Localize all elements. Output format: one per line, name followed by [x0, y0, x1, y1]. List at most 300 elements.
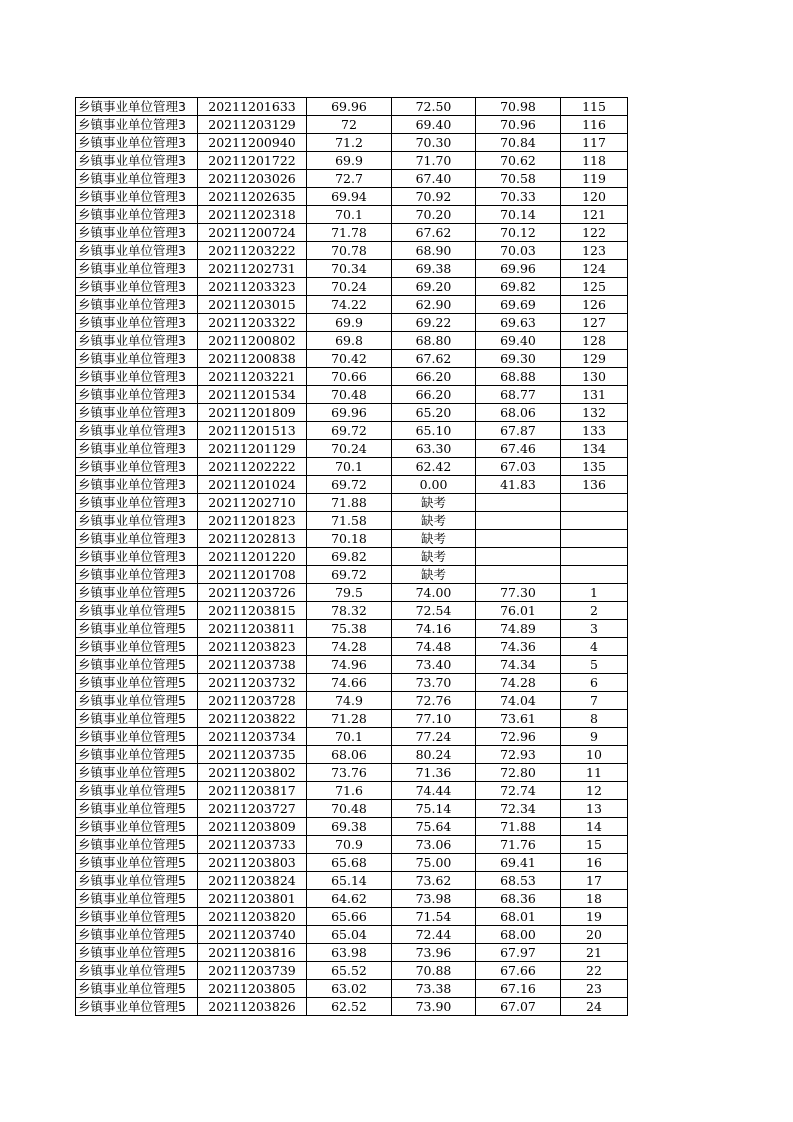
exam-id-cell: 20211203823	[198, 638, 307, 656]
position-cell: 乡镇事业单位管理5	[76, 584, 198, 602]
rank-cell	[561, 548, 628, 566]
position-cell: 乡镇事业单位管理3	[76, 566, 198, 584]
position-cell: 乡镇事业单位管理5	[76, 908, 198, 926]
exam-id-cell: 20211203015	[198, 296, 307, 314]
interview-score-cell: 70.88	[392, 962, 476, 980]
written-score-cell: 71.78	[307, 224, 392, 242]
table-row	[76, 854, 628, 872]
total-score-cell: 67.97	[476, 944, 561, 962]
table-row	[76, 404, 628, 422]
interview-score-cell: 80.24	[392, 746, 476, 764]
exam-id-cell: 20211203727	[198, 800, 307, 818]
position-cell: 乡镇事业单位管理3	[76, 476, 198, 494]
exam-id-cell: 20211202318	[198, 206, 307, 224]
table-row	[76, 494, 628, 512]
rank-cell: 115	[561, 98, 628, 116]
written-score-cell: 70.66	[307, 368, 392, 386]
interview-score-cell: 缺考	[392, 494, 476, 512]
exam-id-cell: 20211202731	[198, 260, 307, 278]
rank-cell: 135	[561, 458, 628, 476]
position-cell: 乡镇事业单位管理3	[76, 224, 198, 242]
position-cell: 乡镇事业单位管理5	[76, 872, 198, 890]
exam-id-cell: 20211203732	[198, 674, 307, 692]
total-score-cell: 68.06	[476, 404, 561, 422]
total-score-cell: 71.88	[476, 818, 561, 836]
table-row	[76, 692, 628, 710]
table-row	[76, 98, 628, 116]
rank-cell: 23	[561, 980, 628, 998]
table-row	[76, 206, 628, 224]
interview-score-cell: 73.98	[392, 890, 476, 908]
position-cell: 乡镇事业单位管理5	[76, 818, 198, 836]
rank-cell: 14	[561, 818, 628, 836]
rank-cell: 8	[561, 710, 628, 728]
written-score-cell: 74.96	[307, 656, 392, 674]
table-row	[76, 962, 628, 980]
position-cell: 乡镇事业单位管理5	[76, 764, 198, 782]
written-score-cell: 74.66	[307, 674, 392, 692]
position-cell: 乡镇事业单位管理5	[76, 980, 198, 998]
exam-id-cell: 20211203740	[198, 926, 307, 944]
interview-score-cell: 67.62	[392, 224, 476, 242]
total-score-cell: 72.34	[476, 800, 561, 818]
total-score-cell: 69.69	[476, 296, 561, 314]
exam-id-cell: 20211203822	[198, 710, 307, 728]
interview-score-cell: 73.38	[392, 980, 476, 998]
written-score-cell: 69.82	[307, 548, 392, 566]
position-cell: 乡镇事业单位管理3	[76, 332, 198, 350]
written-score-cell: 74.28	[307, 638, 392, 656]
interview-score-cell: 72.50	[392, 98, 476, 116]
total-score-cell	[476, 566, 561, 584]
rank-cell: 15	[561, 836, 628, 854]
rank-cell: 127	[561, 314, 628, 332]
written-score-cell: 70.1	[307, 206, 392, 224]
table-row	[76, 908, 628, 926]
interview-score-cell: 缺考	[392, 548, 476, 566]
written-score-cell: 79.5	[307, 584, 392, 602]
table-row	[76, 188, 628, 206]
written-score-cell: 64.62	[307, 890, 392, 908]
position-cell: 乡镇事业单位管理3	[76, 278, 198, 296]
written-score-cell: 71.6	[307, 782, 392, 800]
total-score-cell: 67.87	[476, 422, 561, 440]
total-score-cell	[476, 512, 561, 530]
written-score-cell: 69.72	[307, 566, 392, 584]
exam-id-cell: 20211203323	[198, 278, 307, 296]
exam-id-cell: 20211202813	[198, 530, 307, 548]
written-score-cell: 69.8	[307, 332, 392, 350]
interview-score-cell: 68.90	[392, 242, 476, 260]
rank-cell: 116	[561, 116, 628, 134]
exam-id-cell: 20211201809	[198, 404, 307, 422]
position-cell: 乡镇事业单位管理3	[76, 134, 198, 152]
table-row	[76, 782, 628, 800]
table-row	[76, 926, 628, 944]
interview-score-cell: 63.30	[392, 440, 476, 458]
exam-id-cell: 20211201823	[198, 512, 307, 530]
table-row	[76, 332, 628, 350]
table-row	[76, 242, 628, 260]
total-score-cell: 70.58	[476, 170, 561, 188]
rank-cell: 13	[561, 800, 628, 818]
interview-score-cell: 73.62	[392, 872, 476, 890]
position-cell: 乡镇事业单位管理3	[76, 530, 198, 548]
total-score-cell: 67.03	[476, 458, 561, 476]
table-row	[76, 224, 628, 242]
total-score-cell: 41.83	[476, 476, 561, 494]
interview-score-cell: 66.20	[392, 386, 476, 404]
interview-score-cell: 77.10	[392, 710, 476, 728]
rank-cell	[561, 494, 628, 512]
exam-id-cell: 20211203221	[198, 368, 307, 386]
total-score-cell: 72.93	[476, 746, 561, 764]
written-score-cell: 69.9	[307, 314, 392, 332]
interview-score-cell: 71.54	[392, 908, 476, 926]
rank-cell: 6	[561, 674, 628, 692]
total-score-cell: 72.74	[476, 782, 561, 800]
total-score-cell: 68.88	[476, 368, 561, 386]
table-row	[76, 800, 628, 818]
total-score-cell	[476, 494, 561, 512]
position-cell: 乡镇事业单位管理3	[76, 350, 198, 368]
total-score-cell: 67.46	[476, 440, 561, 458]
written-score-cell: 70.24	[307, 278, 392, 296]
table-row	[76, 152, 628, 170]
exam-id-cell: 20211203735	[198, 746, 307, 764]
results-table	[75, 97, 628, 1016]
interview-score-cell: 72.54	[392, 602, 476, 620]
exam-id-cell: 20211203739	[198, 962, 307, 980]
written-score-cell: 75.38	[307, 620, 392, 638]
total-score-cell: 76.01	[476, 602, 561, 620]
total-score-cell: 67.07	[476, 998, 561, 1016]
exam-id-cell: 20211203809	[198, 818, 307, 836]
interview-score-cell: 73.90	[392, 998, 476, 1016]
table-row	[76, 836, 628, 854]
position-cell: 乡镇事业单位管理5	[76, 944, 198, 962]
position-cell: 乡镇事业单位管理5	[76, 620, 198, 638]
rank-cell: 24	[561, 998, 628, 1016]
written-score-cell: 70.48	[307, 800, 392, 818]
total-score-cell: 74.36	[476, 638, 561, 656]
total-score-cell: 70.03	[476, 242, 561, 260]
total-score-cell: 68.53	[476, 872, 561, 890]
rank-cell: 118	[561, 152, 628, 170]
exam-id-cell: 20211201722	[198, 152, 307, 170]
interview-score-cell: 67.40	[392, 170, 476, 188]
written-score-cell: 65.14	[307, 872, 392, 890]
position-cell: 乡镇事业单位管理5	[76, 710, 198, 728]
rank-cell: 130	[561, 368, 628, 386]
rank-cell: 121	[561, 206, 628, 224]
rank-cell: 134	[561, 440, 628, 458]
written-score-cell: 70.24	[307, 440, 392, 458]
table-row	[76, 746, 628, 764]
rank-cell: 132	[561, 404, 628, 422]
interview-score-cell: 72.76	[392, 692, 476, 710]
interview-score-cell: 73.96	[392, 944, 476, 962]
interview-score-cell: 71.70	[392, 152, 476, 170]
exam-id-cell: 20211203222	[198, 242, 307, 260]
table-row	[76, 620, 628, 638]
table-row	[76, 764, 628, 782]
table-row	[76, 116, 628, 134]
rank-cell: 124	[561, 260, 628, 278]
total-score-cell: 72.80	[476, 764, 561, 782]
total-score-cell: 70.84	[476, 134, 561, 152]
position-cell: 乡镇事业单位管理3	[76, 440, 198, 458]
written-score-cell: 70.78	[307, 242, 392, 260]
interview-score-cell: 69.22	[392, 314, 476, 332]
rank-cell: 3	[561, 620, 628, 638]
rank-cell: 11	[561, 764, 628, 782]
table-row	[76, 656, 628, 674]
position-cell: 乡镇事业单位管理3	[76, 494, 198, 512]
table-row	[76, 512, 628, 530]
written-score-cell: 62.52	[307, 998, 392, 1016]
position-cell: 乡镇事业单位管理5	[76, 890, 198, 908]
rank-cell: 7	[561, 692, 628, 710]
interview-score-cell: 77.24	[392, 728, 476, 746]
interview-score-cell: 69.40	[392, 116, 476, 134]
total-score-cell: 70.33	[476, 188, 561, 206]
written-score-cell: 71.88	[307, 494, 392, 512]
position-cell: 乡镇事业单位管理3	[76, 206, 198, 224]
table-row	[76, 674, 628, 692]
interview-score-cell: 73.70	[392, 674, 476, 692]
rank-cell: 123	[561, 242, 628, 260]
position-cell: 乡镇事业单位管理5	[76, 674, 198, 692]
written-score-cell: 71.58	[307, 512, 392, 530]
written-score-cell: 71.28	[307, 710, 392, 728]
exam-id-cell: 20211202635	[198, 188, 307, 206]
rank-cell: 136	[561, 476, 628, 494]
interview-score-cell: 75.00	[392, 854, 476, 872]
rank-cell: 131	[561, 386, 628, 404]
exam-id-cell: 20211203026	[198, 170, 307, 188]
rank-cell: 126	[561, 296, 628, 314]
position-cell: 乡镇事业单位管理3	[76, 548, 198, 566]
position-cell: 乡镇事业单位管理5	[76, 656, 198, 674]
written-score-cell: 70.34	[307, 260, 392, 278]
table-row	[76, 422, 628, 440]
total-score-cell: 70.14	[476, 206, 561, 224]
total-score-cell: 68.77	[476, 386, 561, 404]
written-score-cell: 65.52	[307, 962, 392, 980]
rank-cell: 128	[561, 332, 628, 350]
total-score-cell: 67.16	[476, 980, 561, 998]
exam-id-cell: 20211200838	[198, 350, 307, 368]
interview-score-cell: 62.42	[392, 458, 476, 476]
interview-score-cell: 69.20	[392, 278, 476, 296]
rank-cell: 16	[561, 854, 628, 872]
exam-id-cell: 20211201220	[198, 548, 307, 566]
written-score-cell: 70.1	[307, 458, 392, 476]
table-row	[76, 260, 628, 278]
position-cell: 乡镇事业单位管理5	[76, 602, 198, 620]
total-score-cell: 73.61	[476, 710, 561, 728]
total-score-cell: 74.04	[476, 692, 561, 710]
exam-id-cell: 20211203734	[198, 728, 307, 746]
table-row	[76, 566, 628, 584]
exam-id-cell: 20211201024	[198, 476, 307, 494]
exam-id-cell: 20211200940	[198, 134, 307, 152]
table-row	[76, 440, 628, 458]
table-row	[76, 584, 628, 602]
table-row	[76, 476, 628, 494]
table-row	[76, 728, 628, 746]
written-score-cell: 68.06	[307, 746, 392, 764]
exam-id-cell: 20211203824	[198, 872, 307, 890]
table-row	[76, 314, 628, 332]
exam-id-cell: 20211203816	[198, 944, 307, 962]
position-cell: 乡镇事业单位管理5	[76, 962, 198, 980]
rank-cell: 133	[561, 422, 628, 440]
position-cell: 乡镇事业单位管理3	[76, 296, 198, 314]
rank-cell: 22	[561, 962, 628, 980]
exam-id-cell: 20211203802	[198, 764, 307, 782]
interview-score-cell: 65.20	[392, 404, 476, 422]
table-row	[76, 350, 628, 368]
table-row	[76, 548, 628, 566]
position-cell: 乡镇事业单位管理3	[76, 170, 198, 188]
table-row	[76, 170, 628, 188]
position-cell: 乡镇事业单位管理5	[76, 638, 198, 656]
exam-id-cell: 20211203817	[198, 782, 307, 800]
table-row	[76, 818, 628, 836]
position-cell: 乡镇事业单位管理3	[76, 152, 198, 170]
table-row	[76, 386, 628, 404]
exam-id-cell: 20211201633	[198, 98, 307, 116]
exam-id-cell: 20211203726	[198, 584, 307, 602]
exam-id-cell: 20211203820	[198, 908, 307, 926]
total-score-cell	[476, 548, 561, 566]
written-score-cell: 72	[307, 116, 392, 134]
position-cell: 乡镇事业单位管理3	[76, 422, 198, 440]
total-score-cell: 68.01	[476, 908, 561, 926]
position-cell: 乡镇事业单位管理3	[76, 314, 198, 332]
written-score-cell: 65.66	[307, 908, 392, 926]
exam-id-cell: 20211203129	[198, 116, 307, 134]
interview-score-cell: 0.00	[392, 476, 476, 494]
rank-cell	[561, 530, 628, 548]
rank-cell: 17	[561, 872, 628, 890]
written-score-cell: 78.32	[307, 602, 392, 620]
interview-score-cell: 62.90	[392, 296, 476, 314]
rank-cell: 10	[561, 746, 628, 764]
interview-score-cell: 73.06	[392, 836, 476, 854]
table-row	[76, 602, 628, 620]
position-cell: 乡镇事业单位管理5	[76, 692, 198, 710]
position-cell: 乡镇事业单位管理5	[76, 836, 198, 854]
position-cell: 乡镇事业单位管理3	[76, 512, 198, 530]
total-score-cell: 68.36	[476, 890, 561, 908]
total-score-cell: 74.89	[476, 620, 561, 638]
exam-id-cell: 20211203803	[198, 854, 307, 872]
position-cell: 乡镇事业单位管理3	[76, 260, 198, 278]
total-score-cell: 69.30	[476, 350, 561, 368]
interview-score-cell: 缺考	[392, 530, 476, 548]
position-cell: 乡镇事业单位管理5	[76, 728, 198, 746]
written-score-cell: 63.02	[307, 980, 392, 998]
written-score-cell: 70.1	[307, 728, 392, 746]
table-row	[76, 890, 628, 908]
total-score-cell: 70.62	[476, 152, 561, 170]
total-score-cell: 70.98	[476, 98, 561, 116]
exam-id-cell: 20211203815	[198, 602, 307, 620]
interview-score-cell: 74.16	[392, 620, 476, 638]
rank-cell: 19	[561, 908, 628, 926]
written-score-cell: 70.18	[307, 530, 392, 548]
written-score-cell: 69.94	[307, 188, 392, 206]
interview-score-cell: 70.30	[392, 134, 476, 152]
table-row	[76, 872, 628, 890]
table-row	[76, 710, 628, 728]
rank-cell: 9	[561, 728, 628, 746]
written-score-cell: 69.72	[307, 422, 392, 440]
rank-cell	[561, 566, 628, 584]
table-row	[76, 296, 628, 314]
position-cell: 乡镇事业单位管理5	[76, 746, 198, 764]
rank-cell: 5	[561, 656, 628, 674]
exam-id-cell: 20211202222	[198, 458, 307, 476]
exam-id-cell: 20211203801	[198, 890, 307, 908]
written-score-cell: 65.68	[307, 854, 392, 872]
written-score-cell: 70.42	[307, 350, 392, 368]
results-table-body	[76, 98, 628, 1016]
total-score-cell: 70.12	[476, 224, 561, 242]
interview-score-cell: 66.20	[392, 368, 476, 386]
written-score-cell: 65.04	[307, 926, 392, 944]
exam-id-cell: 20211203322	[198, 314, 307, 332]
interview-score-cell: 65.10	[392, 422, 476, 440]
table-row	[76, 458, 628, 476]
written-score-cell: 69.96	[307, 404, 392, 422]
interview-score-cell: 74.48	[392, 638, 476, 656]
exam-id-cell: 20211201513	[198, 422, 307, 440]
written-score-cell: 74.22	[307, 296, 392, 314]
interview-score-cell: 74.44	[392, 782, 476, 800]
position-cell: 乡镇事业单位管理3	[76, 404, 198, 422]
interview-score-cell: 68.80	[392, 332, 476, 350]
rank-cell: 4	[561, 638, 628, 656]
interview-score-cell: 67.62	[392, 350, 476, 368]
table-row	[76, 638, 628, 656]
exam-id-cell: 20211200802	[198, 332, 307, 350]
written-score-cell: 72.7	[307, 170, 392, 188]
table-row	[76, 944, 628, 962]
rank-cell	[561, 512, 628, 530]
interview-score-cell: 缺考	[392, 566, 476, 584]
written-score-cell: 69.9	[307, 152, 392, 170]
total-score-cell	[476, 530, 561, 548]
total-score-cell: 69.63	[476, 314, 561, 332]
total-score-cell: 68.00	[476, 926, 561, 944]
position-cell: 乡镇事业单位管理5	[76, 926, 198, 944]
interview-score-cell: 69.38	[392, 260, 476, 278]
rank-cell: 1	[561, 584, 628, 602]
written-score-cell: 63.98	[307, 944, 392, 962]
total-score-cell: 74.28	[476, 674, 561, 692]
rank-cell: 12	[561, 782, 628, 800]
table-row	[76, 530, 628, 548]
interview-score-cell: 75.14	[392, 800, 476, 818]
rank-cell: 18	[561, 890, 628, 908]
exam-id-cell: 20211201129	[198, 440, 307, 458]
exam-id-cell: 20211203805	[198, 980, 307, 998]
total-score-cell: 69.41	[476, 854, 561, 872]
